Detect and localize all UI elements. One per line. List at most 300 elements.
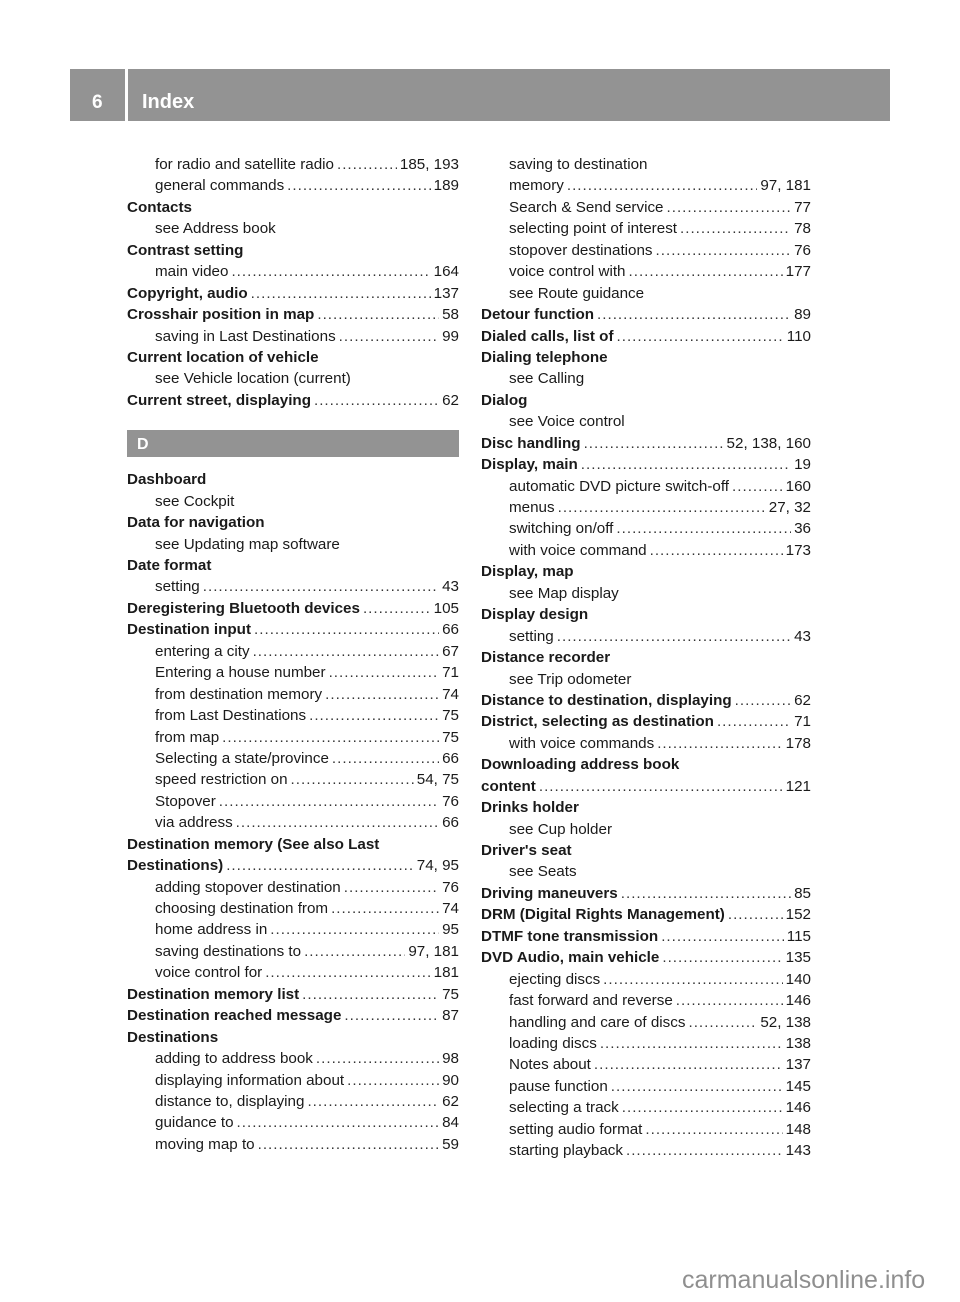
page-reference: 177 xyxy=(785,263,811,281)
leader-dots xyxy=(645,1119,782,1140)
entry-label: see Trip odometer xyxy=(509,670,632,688)
page-reference: 164 xyxy=(433,263,459,281)
page-reference: 160 xyxy=(785,477,811,495)
index-subentry xyxy=(481,1119,811,1140)
index-subentry xyxy=(127,1048,459,1069)
entry-label: DVD Audio, main vehicle xyxy=(481,949,660,967)
page-reference: 27, 32 xyxy=(768,499,811,516)
leader-dots xyxy=(254,619,439,640)
entry-label: stopover destinations xyxy=(509,241,653,259)
index-subentry xyxy=(481,175,811,196)
page-number: 6 xyxy=(70,69,125,121)
leader-dots xyxy=(363,598,431,619)
entry-label: adding to address book xyxy=(155,1050,313,1068)
index-subentry xyxy=(481,669,811,690)
index-subentry xyxy=(481,626,811,647)
page-reference: 66 xyxy=(442,621,459,639)
index-entry xyxy=(127,390,459,411)
leader-dots xyxy=(567,175,757,196)
entry-label: saving destinations to xyxy=(155,942,302,960)
page-reference: 97, 181 xyxy=(760,177,811,195)
index-subentry xyxy=(481,1012,811,1033)
page-reference: 71 xyxy=(442,664,459,682)
leader-dots xyxy=(732,476,783,497)
leader-dots xyxy=(203,576,439,597)
page-reference: 145 xyxy=(785,1077,811,1095)
index-entry xyxy=(127,512,459,533)
index-subentry xyxy=(127,1070,459,1091)
entry-label: Current street, displaying xyxy=(127,391,311,409)
leader-dots xyxy=(317,304,439,325)
page-reference: 143 xyxy=(785,1142,811,1160)
entry-label: see Seats xyxy=(509,863,577,881)
entry-label: Dialed calls, list of xyxy=(481,327,614,345)
page-reference: 75 xyxy=(442,985,459,1003)
entry-label: from Last Destinations xyxy=(155,707,307,725)
entry-label: Copyright, audio xyxy=(127,284,248,302)
index-entry xyxy=(481,647,811,668)
page-reference: 97, 181 xyxy=(408,942,459,960)
entry-label: selecting a track xyxy=(509,1099,619,1117)
entry-label: Display design xyxy=(481,606,589,624)
page-reference: 75 xyxy=(442,707,459,725)
page-reference: 137 xyxy=(433,284,459,302)
leader-dots xyxy=(717,711,791,732)
page-reference: 75 xyxy=(442,728,459,746)
index-subentry xyxy=(481,819,811,840)
index-subentry xyxy=(481,476,811,497)
page-reference: 173 xyxy=(785,541,811,559)
leader-dots xyxy=(325,684,439,705)
index-entry xyxy=(127,469,459,490)
page-reference: 78 xyxy=(794,220,811,238)
index-entry xyxy=(127,984,459,1005)
page-reference: 58 xyxy=(442,306,459,324)
index-entry xyxy=(481,883,811,904)
page-reference: 90 xyxy=(442,1071,459,1089)
index-subentry xyxy=(127,748,459,769)
page-reference: 105 xyxy=(433,599,459,617)
page-reference: 115 xyxy=(786,927,811,945)
entry-label: Contrast setting xyxy=(127,241,244,259)
leader-dots xyxy=(597,304,791,325)
entry-label: automatic DVD picture switch-off xyxy=(509,477,730,495)
leader-dots xyxy=(680,218,791,239)
leader-dots xyxy=(344,1005,439,1026)
index-subentry xyxy=(127,1112,459,1133)
entry-label: Data for navigation xyxy=(127,514,265,532)
entry-label: voice control for xyxy=(155,964,263,982)
index-subentry xyxy=(481,240,811,261)
entry-label: Detour function xyxy=(481,306,595,324)
index-subentry xyxy=(127,962,459,983)
watermark: carmanualsonline.info xyxy=(682,1266,926,1294)
index-subentry xyxy=(481,540,811,561)
page-reference: 84 xyxy=(442,1114,459,1132)
leader-dots xyxy=(219,791,439,812)
page-reference: 85 xyxy=(794,884,811,902)
entry-label: from map xyxy=(155,728,220,746)
index-entry xyxy=(127,240,459,261)
entry-label: home address in xyxy=(155,921,268,939)
index-entry xyxy=(127,619,459,640)
index-subentry xyxy=(481,218,811,239)
page-reference: 77 xyxy=(794,198,811,216)
index-subentry xyxy=(481,1140,811,1161)
entry-label: Dashboard xyxy=(127,471,207,489)
index-entry xyxy=(127,834,459,855)
index-subentry xyxy=(127,1091,459,1112)
entry-label: with voice command xyxy=(509,541,647,559)
entry-label: Current location of vehicle xyxy=(127,348,319,366)
page-reference: 152 xyxy=(785,906,811,924)
leader-dots xyxy=(314,390,439,411)
entry-label: Deregistering Bluetooth devices xyxy=(127,599,360,617)
leader-dots xyxy=(622,1097,783,1118)
entry-label: via address xyxy=(155,814,233,832)
index-entry xyxy=(481,904,811,925)
index-entry xyxy=(481,390,811,411)
entry-label: adding stopover destination xyxy=(155,878,341,896)
leader-dots xyxy=(253,641,440,662)
index-entry xyxy=(481,304,811,325)
leader-dots xyxy=(337,154,397,175)
entry-label: entering a city xyxy=(155,642,250,660)
entry-label: Driving maneuvers xyxy=(481,884,618,902)
entry-label: displaying information about xyxy=(155,1071,345,1089)
leader-dots xyxy=(617,326,784,347)
page-reference: 89 xyxy=(794,306,811,324)
entry-label: Destination memory (See also Last xyxy=(127,835,380,853)
index-subentry xyxy=(481,990,811,1011)
entry-label: Stopover xyxy=(155,792,216,810)
entry-label: Disc handling xyxy=(481,434,581,452)
entry-label: guidance to xyxy=(155,1114,234,1132)
entry-label: see Voice control xyxy=(509,413,625,431)
index-subentry xyxy=(127,705,459,726)
entry-label: Distance recorder xyxy=(481,649,611,667)
entry-label: general commands xyxy=(155,177,285,195)
page-reference: 76 xyxy=(442,878,459,896)
entry-label: Destinations) xyxy=(127,857,224,875)
index-entry xyxy=(127,1005,459,1026)
leader-dots xyxy=(287,175,430,196)
leader-dots xyxy=(302,984,439,1005)
leader-dots xyxy=(621,883,791,904)
leader-dots xyxy=(307,1091,439,1112)
index-entry xyxy=(481,926,811,947)
page-reference: 43 xyxy=(794,627,811,645)
page-reference: 98 xyxy=(442,1050,459,1068)
entry-label: speed restriction on xyxy=(155,771,288,789)
leader-dots xyxy=(265,962,430,983)
index-entry xyxy=(127,197,459,218)
index-subentry xyxy=(127,727,459,748)
index-subentry xyxy=(127,218,459,239)
page-reference: 52, 138 xyxy=(760,1013,811,1031)
page-reference: 146 xyxy=(785,1099,811,1117)
leader-dots xyxy=(656,240,792,261)
entry-label: setting xyxy=(509,627,554,645)
index-entry xyxy=(481,754,811,775)
page-reference: 87 xyxy=(442,1007,459,1025)
entry-label: memory xyxy=(509,177,564,195)
index-subentry xyxy=(127,898,459,919)
entry-label: Driver's seat xyxy=(481,842,572,859)
index-subentry xyxy=(481,368,811,389)
index-subentry xyxy=(127,919,459,940)
leader-dots xyxy=(661,926,784,947)
index-subentry xyxy=(481,154,811,175)
index-subentry xyxy=(481,518,811,539)
index-subentry xyxy=(127,175,459,196)
leader-dots xyxy=(600,1033,783,1054)
index-subentry xyxy=(481,969,811,990)
page-reference: 138 xyxy=(785,1034,811,1052)
leader-dots xyxy=(258,1134,439,1155)
leader-dots xyxy=(584,433,724,454)
index-entry xyxy=(127,855,459,876)
page-reference: 135 xyxy=(785,949,811,967)
index-subentry xyxy=(481,197,811,218)
leader-dots xyxy=(539,776,783,797)
page-reference: 74 xyxy=(442,900,459,917)
entry-label: content xyxy=(481,777,536,795)
entry-label: Dialog xyxy=(481,391,528,409)
entry-label: Date format xyxy=(127,557,212,574)
index-subentry xyxy=(127,1134,459,1155)
entry-label: main video xyxy=(155,263,229,281)
leader-dots xyxy=(611,1076,783,1097)
leader-dots xyxy=(304,941,405,962)
leader-dots xyxy=(629,261,783,282)
index-subentry xyxy=(127,812,459,833)
index-entry xyxy=(481,711,811,732)
leader-dots xyxy=(557,626,791,647)
leader-dots xyxy=(688,1012,757,1033)
leader-dots xyxy=(331,898,439,919)
entry-label: see Vehicle location (current) xyxy=(155,370,351,388)
index-subentry xyxy=(481,261,811,282)
entry-label: see Calling xyxy=(509,370,585,388)
index-subentry xyxy=(127,662,459,683)
entry-label: with voice commands xyxy=(509,734,655,752)
entry-label: selecting point of interest xyxy=(509,220,678,238)
entry-label: see Map display xyxy=(509,584,619,602)
leader-dots xyxy=(667,197,792,218)
entry-label: Selecting a state/province xyxy=(155,749,329,767)
index-entry xyxy=(127,598,459,619)
index-subentry xyxy=(127,941,459,962)
entry-label: Downloading address book xyxy=(481,756,680,774)
index-subentry xyxy=(127,684,459,705)
leader-dots xyxy=(662,947,782,968)
entry-label: see Route guidance xyxy=(509,284,645,302)
index-subentry xyxy=(481,411,811,432)
entry-label: saving to destination xyxy=(509,156,648,173)
index-subentry xyxy=(127,491,459,512)
page-reference: 181 xyxy=(433,964,459,982)
leader-dots xyxy=(236,812,439,833)
entry-label: menus xyxy=(509,499,555,516)
index-entry xyxy=(481,690,811,711)
page-reference: 110 xyxy=(786,327,811,345)
leader-dots xyxy=(339,326,439,347)
entry-label: Destinations xyxy=(127,1028,219,1046)
index-subentry xyxy=(481,861,811,882)
entry-label: Display, map xyxy=(481,563,574,581)
index-subentry xyxy=(127,877,459,898)
leader-dots xyxy=(270,919,439,940)
page-reference: 137 xyxy=(785,1056,811,1074)
entry-label: distance to, displaying xyxy=(155,1092,305,1110)
leader-dots xyxy=(291,769,414,790)
page-reference: 19 xyxy=(794,456,811,474)
page-reference: 62 xyxy=(794,691,811,709)
entry-label: for radio and satellite radio xyxy=(155,156,334,173)
entry-label: choosing destination from xyxy=(155,900,329,917)
index-subentry xyxy=(481,583,811,604)
entry-label: see Cockpit xyxy=(155,492,235,510)
entry-label: handling and care of discs xyxy=(509,1013,686,1031)
page-reference: 52, 138, 160 xyxy=(726,434,811,452)
entry-label: Drinks holder xyxy=(481,799,579,817)
page-reference: 74 xyxy=(442,685,459,703)
index-column-left xyxy=(127,154,459,1155)
index-subentry xyxy=(127,261,459,282)
entry-label: pause function xyxy=(509,1077,608,1095)
index-subentry xyxy=(481,1033,811,1054)
index-subentry xyxy=(481,1097,811,1118)
leader-dots xyxy=(728,904,783,925)
page-reference: 54, 75 xyxy=(416,771,459,789)
entry-label: Notes about xyxy=(509,1056,591,1074)
page-reference: 43 xyxy=(442,578,459,596)
index-entry xyxy=(127,283,459,304)
page-reference: 178 xyxy=(785,734,811,752)
index-subentry xyxy=(481,733,811,754)
leader-dots xyxy=(676,990,783,1011)
index-entry xyxy=(127,347,459,368)
index-entry xyxy=(481,947,811,968)
index-entry xyxy=(481,776,811,797)
index-subentry xyxy=(127,769,459,790)
entry-label: moving map to xyxy=(155,1135,255,1153)
page-reference: 140 xyxy=(785,970,811,988)
entry-label: DRM (Digital Rights Management) xyxy=(481,906,725,924)
index-column-right xyxy=(481,154,811,1162)
entry-label: District, selecting as destination xyxy=(481,713,714,731)
entry-label: Display, main xyxy=(481,456,578,474)
index-subentry xyxy=(127,368,459,389)
page-reference: 62 xyxy=(442,1092,459,1110)
leader-dots xyxy=(237,1112,440,1133)
index-subentry xyxy=(127,791,459,812)
page-reference: 62 xyxy=(442,391,459,409)
entry-label: see Updating map software xyxy=(155,535,340,553)
leader-dots xyxy=(657,733,782,754)
page-reference: 121 xyxy=(785,777,811,795)
entry-label: ejecting discs xyxy=(509,970,601,988)
index-entry xyxy=(481,433,811,454)
leader-dots xyxy=(735,690,791,711)
entry-label: saving in Last Destinations xyxy=(155,327,336,345)
leader-dots xyxy=(226,855,414,876)
page-reference: 95 xyxy=(442,921,459,939)
index-subentry xyxy=(127,326,459,347)
index-entry xyxy=(481,454,811,475)
index-subentry xyxy=(127,641,459,662)
page-reference: 189 xyxy=(433,177,459,195)
entry-label: Destination memory list xyxy=(127,985,300,1003)
index-subentry xyxy=(481,1076,811,1097)
index-entry xyxy=(481,840,811,861)
page-reference: 67 xyxy=(442,642,459,660)
index-entry xyxy=(481,561,811,582)
page-reference: 66 xyxy=(442,814,459,832)
entry-label: Crosshair position in map xyxy=(127,306,315,324)
entry-label: see Address book xyxy=(155,220,276,238)
index-subentry xyxy=(127,154,459,175)
leader-dots xyxy=(581,454,791,475)
page-reference: 76 xyxy=(442,792,459,810)
page-reference: 66 xyxy=(442,749,459,767)
entry-label: Dialing telephone xyxy=(481,348,608,366)
entry-label: from destination memory xyxy=(155,685,323,703)
index-entry xyxy=(481,347,811,368)
leader-dots xyxy=(558,497,766,518)
index-entry xyxy=(127,555,459,576)
leader-dots xyxy=(329,662,440,683)
page-reference: 74, 95 xyxy=(416,857,459,875)
leader-dots xyxy=(347,1070,439,1091)
entry-label: Destination reached message xyxy=(127,1007,342,1025)
entry-label: Distance to destination, displaying xyxy=(481,691,732,709)
entry-label: starting playback xyxy=(509,1142,623,1160)
index-entry xyxy=(481,797,811,818)
section-header: D xyxy=(127,430,459,457)
index-entry xyxy=(127,304,459,325)
page-reference: 36 xyxy=(794,520,811,538)
entry-label: see Cup holder xyxy=(509,820,613,838)
page-reference: 148 xyxy=(785,1120,811,1138)
leader-dots xyxy=(316,1048,439,1069)
page-reference: 146 xyxy=(785,992,811,1010)
page-reference: 99 xyxy=(442,327,459,345)
entry-label: DTMF tone transmission xyxy=(481,927,659,945)
leader-dots xyxy=(594,1054,783,1075)
leader-dots xyxy=(603,969,782,990)
page-reference: 76 xyxy=(794,241,811,259)
leader-dots xyxy=(626,1140,783,1161)
index-subentry xyxy=(481,497,811,518)
index-entry xyxy=(127,1027,459,1048)
page-reference: 185, 193 xyxy=(399,156,459,173)
entry-label: voice control with xyxy=(509,263,626,281)
index-subentry xyxy=(481,1054,811,1075)
index-subentry xyxy=(481,283,811,304)
entry-label: Search & Send service xyxy=(509,198,664,216)
entry-label: loading discs xyxy=(509,1034,597,1052)
leader-dots xyxy=(650,540,783,561)
entry-label: setting audio format xyxy=(509,1120,643,1138)
page-title: Index xyxy=(128,69,890,121)
page-reference: 71 xyxy=(794,713,811,731)
index-subentry xyxy=(127,576,459,597)
leader-dots xyxy=(344,877,439,898)
index-entry xyxy=(481,604,811,625)
leader-dots xyxy=(309,705,439,726)
